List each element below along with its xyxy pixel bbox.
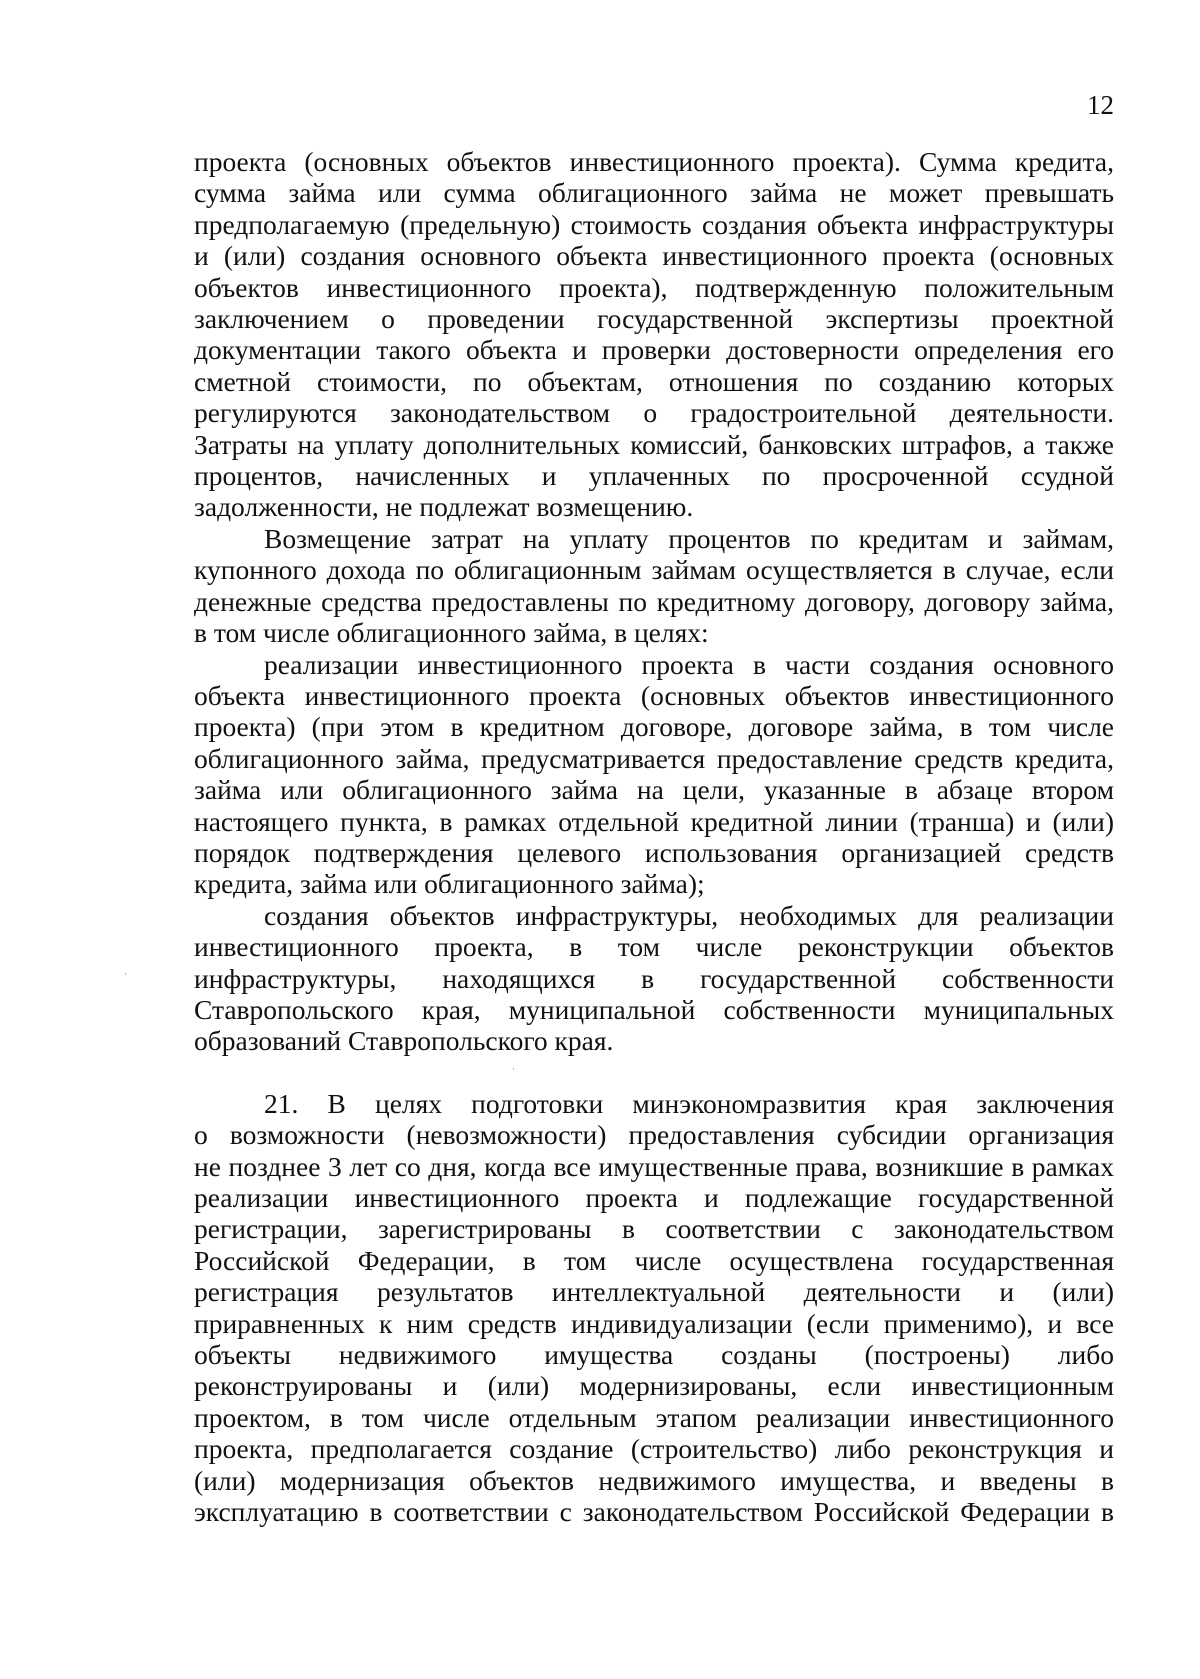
text-line: инвестиционного проекта, в том числе реконструкции объектов xyxy=(194,931,1114,963)
text-line: приравненных к ним средств индивидуализации (если применимо), и все xyxy=(194,1307,1114,1339)
text-line: сумма займа или сумма облигационного займа не может превышать xyxy=(194,177,1114,209)
text-line: купонного дохода по облигационным займам осуществляется в случае, если xyxy=(194,554,1114,586)
text-line: (или) модернизация объектов недвижимого имущества, и введены в xyxy=(194,1464,1114,1496)
paragraph-p3 xyxy=(194,649,1114,900)
text-line: объектов инвестиционного проекта), подтвержденную положительным xyxy=(194,271,1114,303)
paragraph-gap xyxy=(194,1057,1114,1088)
scan-artifact-mark xyxy=(125,973,126,975)
text-line: и (или) создания основного объекта инвестиционного проекта (основных xyxy=(194,240,1114,272)
text-line: инфраструктуры, находящихся в государственной собственности xyxy=(194,962,1114,994)
text-line: регулируются законодательством о градостроительной деятельности. xyxy=(194,397,1114,429)
text-line: проекта (основных объектов инвестиционного проекта). Сумма кредита, xyxy=(194,146,1114,177)
text-line: объекта инвестиционного проекта (основных объектов инвестиционного xyxy=(194,679,1114,711)
text-line: Возмещение затрат на уплату процентов по кредитам и займам, xyxy=(264,522,1114,554)
text-line: заключением о проведении государственной экспертизы проектной xyxy=(194,303,1114,335)
text-line: кредита, займа или облигационного займа); xyxy=(194,868,705,900)
text-line: реконструированы и (или) модернизированы, если инвестиционным xyxy=(194,1370,1114,1402)
text-line: регистрация результатов интеллектуальной деятельности и (или) xyxy=(194,1276,1114,1308)
text-line: задолженности, не подлежат возмещению. xyxy=(194,491,694,523)
text-line: предполагаемую (предельную) стоимость создания объекта инфраструктуры xyxy=(194,208,1114,240)
text-line: проектом, в том числе отдельным этапом реализации инвестиционного xyxy=(194,1401,1114,1433)
text-line: реализации инвестиционного проекта в части создания основного xyxy=(264,648,1114,680)
text-line: займа или облигационного займа на цели, указанные в абзаце втором xyxy=(194,774,1114,806)
paragraph-p1 xyxy=(194,146,1114,523)
text-line: создания объектов инфраструктуры, необходимых для реализации xyxy=(264,899,1114,931)
paragraph-p4 xyxy=(194,900,1114,1057)
text-line: денежные средства предоставлены по кредитному договору, договору займа, xyxy=(194,585,1114,617)
text-line: эксплуатацию в соответствии с законодательством Российской Федерации в xyxy=(194,1496,1114,1528)
text-line: о возможности (невозможности) предоставления субсидии организация xyxy=(194,1119,1114,1151)
text-line: регистрации, зарегистрированы в соответствии с законодательством xyxy=(194,1213,1114,1245)
text-line: сметной стоимости, по объектам, отношения по созданию которых xyxy=(194,365,1114,397)
text-line: объекты недвижимого имущества созданы (построены) либо xyxy=(194,1339,1114,1371)
scan-artifact-mark xyxy=(513,1068,514,1070)
text-line: облигационного займа, предусматривается предоставление средств кредита, xyxy=(194,742,1114,774)
document-body xyxy=(194,146,1114,1527)
text-line: не позднее 3 лет со дня, когда все имущественные права, возникшие в рамках xyxy=(194,1150,1114,1182)
text-line: Российской Федерации, в том числе осуществлена государственная xyxy=(194,1244,1114,1276)
text-line: проекта) (при этом в кредитном договоре, договоре займа, в том числе xyxy=(194,711,1114,743)
text-line: документации такого объекта и проверки достоверности определения его xyxy=(194,334,1114,366)
text-line: 21. В целях подготовки минэкономразвития края заключения xyxy=(264,1087,1114,1119)
text-line: Ставропольского края, муниципальной собственности муниципальных xyxy=(194,993,1114,1025)
text-line: в том числе облигационного займа, в целях: xyxy=(194,617,709,649)
page-number: 12 xyxy=(1087,90,1114,120)
text-line: настоящего пункта, в рамках отдельной кредитной линии (транша) и (или) xyxy=(194,805,1114,837)
paragraph-p5 xyxy=(194,1088,1114,1528)
text-line: реализации инвестиционного проекта и подлежащие государственной xyxy=(194,1182,1114,1213)
text-line: процентов, начисленных и уплаченных по просроченной ссудной xyxy=(194,460,1114,492)
text-line: Затраты на уплату дополнительных комиссий, банковских штрафов, а также xyxy=(194,428,1114,460)
paragraph-p2 xyxy=(194,523,1114,649)
text-line: образований Ставропольского края. xyxy=(194,1025,614,1057)
text-line: порядок подтверждения целевого использования организацией средств xyxy=(194,836,1114,868)
text-line: проекта, предполагается создание (строительство) либо реконструкция и xyxy=(194,1433,1114,1465)
